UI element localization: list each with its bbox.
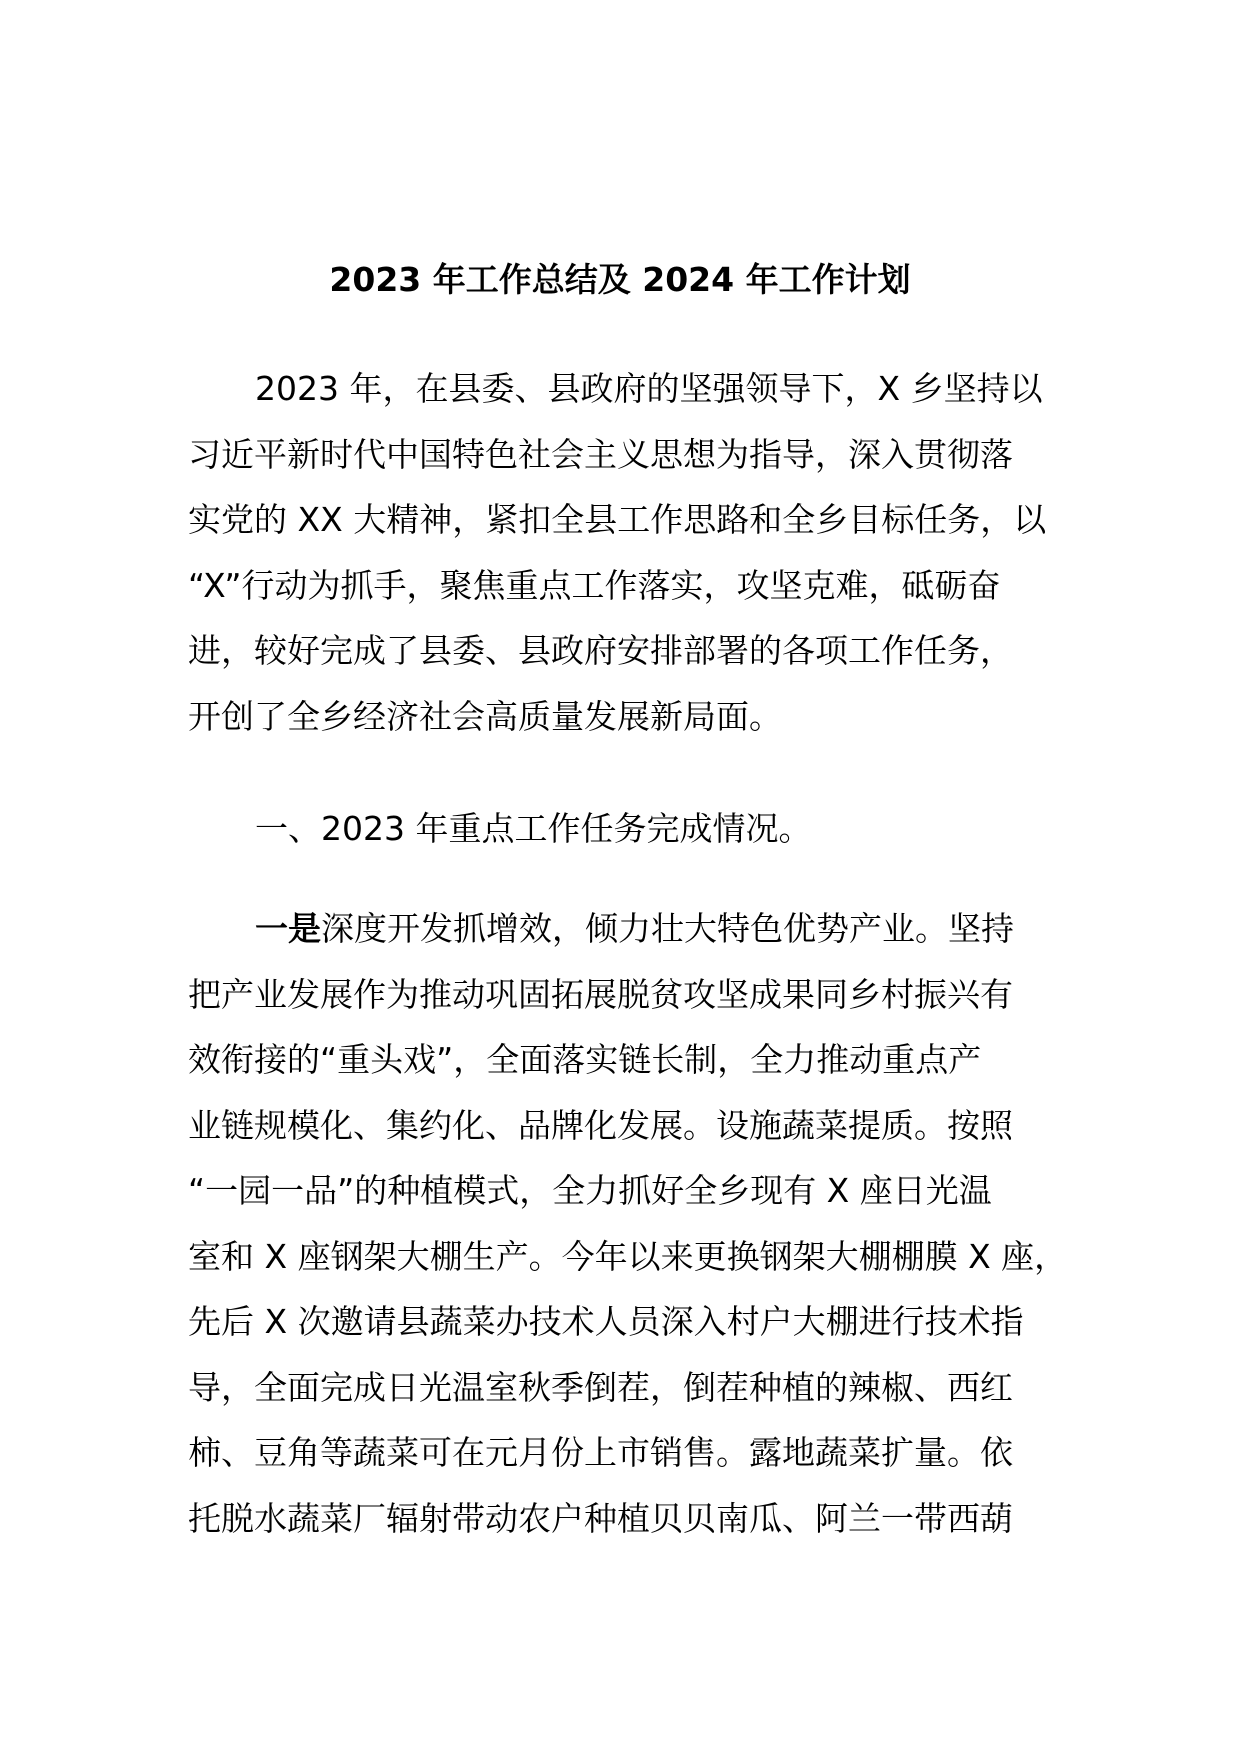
industry-paragraph [188,896,1068,1551]
paragraph-line: 2023 年，在县委、县政府的坚强领导下，X 乡坚持以 [255,369,1043,408]
lead-bold-text: 一是 [255,909,321,948]
paragraph-line: “X”行动为抓手，聚焦重点工作落实，攻坚克难，砥砺奋 [188,565,1001,605]
section-heading: 一、2023 年重点工作任务完成情况。 [255,809,812,848]
paragraph-line: 导，全面完成日光温室秋季倒茬，倒茬种植的辣椒、西红 [188,1367,1013,1407]
paragraph-line: 室和 X 座钢架大棚生产。今年以来更换钢架大棚棚膜 X 座， [188,1236,1068,1276]
paragraph-line: 先后 X 次邀请县蔬菜办技术人员深入村户大棚进行技术指 [188,1302,1024,1341]
paragraph-line: 实党的 XX 大精神，紧扣全县工作思路和全乡目标任务，以 [188,500,1047,539]
paragraph-line: 柿、豆角等蔬菜可在元月份上市销售。露地蔬菜扩量。依 [188,1433,1013,1472]
paragraph-first-line [188,896,1068,962]
paragraph-line: 托脱水蔬菜厂辐射带动农户种植贝贝南瓜、阿兰一带西葫 [188,1498,1013,1538]
paragraph-line: “一园一品”的种植模式，全力抓好全乡现有 X 座日光温 [188,1171,992,1210]
section-heading-block [188,796,1068,862]
intro-paragraph [188,356,1068,749]
paragraph-line: 习近平新时代中国特色社会主义思想为指导，深入贯彻落 [188,434,1013,474]
paragraph-line: 进，较好完成了县委、县政府安排部署的各项工作任务， [188,631,1013,670]
document-title: 2023 年工作总结及 2024 年工作计划 [329,260,911,299]
paragraph-line: 把产业发展作为推动巩固拓展脱贫攻坚成果同乡村振兴有 [188,974,1013,1014]
first-line-rest: 深度开发抓增效，倾力壮大特色优势产业。坚持 [321,909,1014,948]
paragraph-line: 效衔接的“重头戏”，全面落实链长制，全力推动重点产 [188,1040,982,1079]
paragraph-line: 开创了全乡经济社会高质量发展新局面。 [188,696,782,736]
paragraph-line: 业链规模化、集约化、品牌化发展。设施蔬菜提质。按照 [188,1105,1013,1145]
